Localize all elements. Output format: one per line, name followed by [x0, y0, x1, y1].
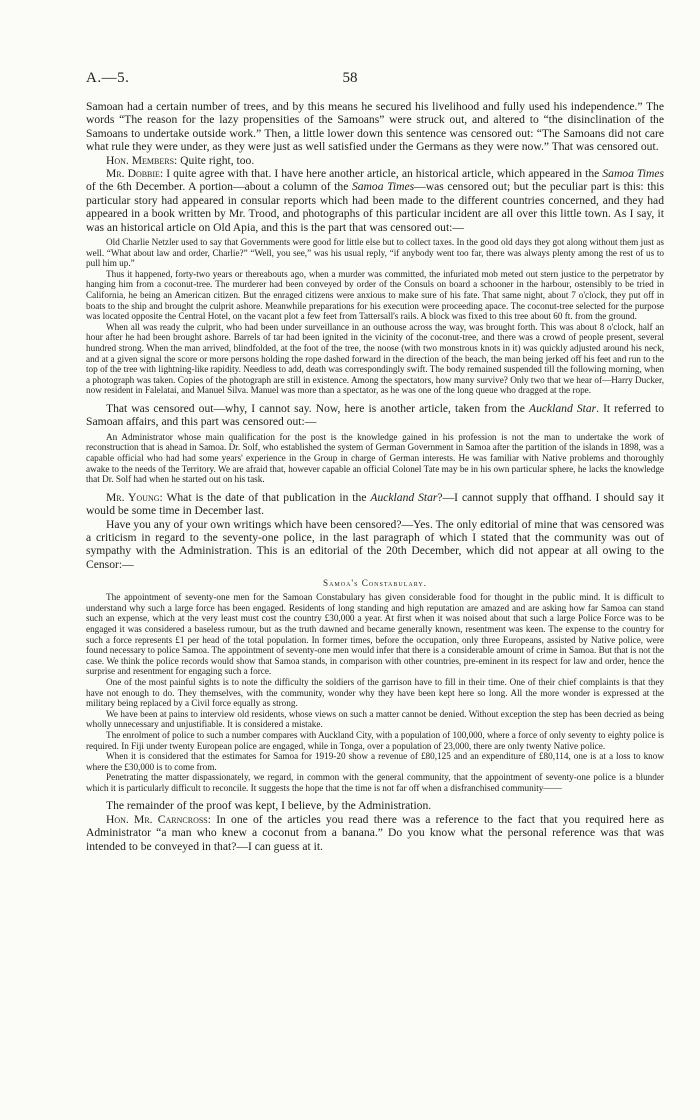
- quoted-editorial-constabulary: [86, 592, 664, 793]
- newspaper-title: Samoa Times: [602, 167, 664, 181]
- quote-paragraph: Old Charlie Netzler used to say that Governments were good for little else but to collect taxes. In the good old days they got along without them just as well. “What about law and order, Charlie?” “Well, you see,” was his usual reply, “if anybody went too far, there was always plenty among the rest of us to pull him up.”: [86, 237, 664, 269]
- speaker-name: Hon. Mr. Carncross: [106, 812, 208, 826]
- quote-paragraph: We have been at pains to interview old residents, whose views on such a matter cannot be denied. Without exception the step has been decried as being wholly unnecessary and unjustifiable. It is considered a mistake.: [86, 708, 664, 730]
- document-reference: A.—5.: [86, 70, 130, 86]
- speaker-name: Mr. Young: [106, 490, 160, 504]
- quote-paragraph: An Administrator whose main qualification for the post is the knowledge gained in his profession is not the man to undertake the work of reconstruction that is ahead in Samoa. Dr. Solf, who established the system of German Government in Samoa after the partition of the islands in 1898, was a capable official who had had some years' experience in the Group in charge of German interests. He was familiar with Native problems and thoroughly awake to the needs of the Territory. We are afraid that, however capable an official Colonel Tate may be in his own particular sphere, he lacks the knowledge that Dr. Solf had when he started out on his task.: [86, 431, 664, 485]
- speaker-name: Hon. Members: [106, 153, 175, 167]
- carncross-question: Hon. Mr. Carncross: In one of the articles you read there was a reference to the fact that you required here as Administrator “a man who knew a coconut from a banana.” Do you know what the personal reference was that was intended to be conveyed in that?—I can guess at it.: [86, 812, 665, 853]
- section-heading: Samoa's Constabulary.: [322, 578, 427, 589]
- writings-answer: Have you any of your own writings which have been censored?—Yes. The only editorial of mine that was censored was a criticism in regard to the seventy-one police, in the last paragraph of which I stated that the community was out of sympathy with the Administration. This is an editorial of the 20th December, which did not appear at all owing to the Censor:—: [86, 517, 664, 571]
- speaker-name: Mr. Dobbie: [106, 167, 160, 181]
- newspaper-title: Auckland Star: [528, 401, 597, 415]
- quoted-article-auckland-star: [86, 432, 664, 485]
- newspaper-title: Samoa Times: [351, 180, 415, 194]
- remainder-statement: The remainder of the proof was kept, I believe, by the Administration.: [106, 799, 432, 813]
- quote-paragraph: When all was ready the culprit, who had been under surveillance in an outhouse across the way, was brought forth. This was about 8 o'clock, half an hour after he had been brought ashore. Barrels of tar had been ignited in the vicinity of the coconut-tree, and there was a crowd of people present, several hundred strong. When the man arrived, blindfolded, at the foot of the tree, the noose (with two monstrous knots in it) was quickly adjusted around his neck, and at a given signal the score or more persons holding the rope dashed forward in the direction of the beach, the man being jerked off his feet and run to the top of the tree with lightning-like rapidity. Needless to add, death was correspondingly swift. The body remained suspended till the following morning, when a photograph was taken. Copies of the photograph are still in existence. Among the spectators, how many survive? Only two that we hear of—Harry Ducker, now resident in Falelatai, and Manuel Silva. Manuel was more than a spectator, as he was one of the long queue who dragged at the rope.: [86, 321, 664, 396]
- quoted-article-old-apia: [86, 237, 664, 396]
- dobbie-statement: Mr. Dobbie: I quite agree with that. I have here another article, an historical article, which appeared in the Samoa Times of the 6th December. A portion—about a column of the Samoa Times—was censored out; but the peculiar part is this: this particular story had appeared in consular reports which had been made to the different countries concerned, and they had appeared in a book written by Mr. Trood, and photographs of this particular incident are all over this little town. As I say, it was an historical article on Old Apia, and this is the part that was censored out:—: [86, 167, 664, 234]
- quote-paragraph: One of the most painful sights is to note the difficulty the soldiers of the garrison have to fill in their time. One of their chief complaints is that they have not enough to do. They themselves, with the community, wonder why they have been kept here so long. All the more wonder is expressed at the military being replaced by a Civil force equally as strong.: [86, 676, 664, 709]
- young-question: Mr. Young: What is the date of that publication in the Auckland Star?—I cannot supply that offhand. I should say it would be some time in December last.: [86, 490, 664, 518]
- quote-paragraph: The appointment of seventy-one men for the Samoan Constabulary has given considerable food for thought in the public mind. It is difficult to understand why such a large force has been engaged. Residents of long standing and high reputation are amazed and are asking how far Samoa can stand such an expense, which at the very least must cost the country £30,000 a year. At first when it was noised about that such a large Police Force was to be engaged it was considered a baseless rumour, but as the truth dawned and became generally known, resentment was keen. The expense to the country for such a force represents £1 per head of the total population. In former times, before the occupation, only three Europeans, assisted by Native police, were found necessary to police Samoa. The appointment of seventy-one men would infer that there is a considerable amount of crime in Samoa. But that is not the case. We think the police records would show that Samoa stands, in comparison with other countries, pre-eminent in its respect for law and order, hence the surprise and resentment for engaging such a force.: [86, 592, 664, 677]
- members-remark: Hon. Members: Quite right, too.: [106, 153, 255, 167]
- censored-statement: That was censored out—why, I cannot say. Now, here is another article, taken from the Auckland Star. It referred to Samoan affairs, and this part was censored out:—: [86, 401, 664, 429]
- quote-paragraph: Thus it happened, forty-two years or thereabouts ago, when a murder was committed, the infuriated mob meted out stern justice to the perpetrator by hanging him from a coconut-tree. The murderer had been conveyed by order of the Consuls on board a schooner in the harbour, ostensibly to be tried in California, he being an American citizen. But the enraged citizens were anxious to make sure of his fate. That same night, about 7 o'clock, they put off in boats to the ship and brought the culprit ashore. Meanwhile preparations for his execution were proceeding apace. The coconut-tree selected for the purpose was located opposite the Central Hotel, on the vacant plot a few feet from Tattersall's rails. A block was fixed to this tree about 60 ft. from the ground.: [86, 268, 664, 322]
- newspaper-title: Auckland Star: [370, 490, 438, 504]
- paragraph-continuation: Samoan had a certain number of trees, and by this means he secured his livelihood and fully used his independence.” The words “The reason for the lazy propensities of the Samoans” were struck out, and altered to “the disinclination of the Samoans to undertake outside work.” Then, a little lower down this sentence was censored out: “The Samoans did not care what rule they were under, as they were just as well satisfied under the Germans as they were now.” That was censored out.: [86, 100, 664, 154]
- page-number: 58: [342, 70, 358, 86]
- quote-paragraph: The enrolment of police to such a number compares with Auckland City, with a population of 100,000, where a force of only seventy to eighty police is required. In Fiji under twenty European police are engaged, while in Tonga, over a population of 23,000, there are only twenty Native police.: [86, 729, 664, 751]
- quote-paragraph: When it is considered that the estimates for Samoa for 1919-20 show a revenue of £80,125 and an expenditure of £80,114, one is at a loss to know where the £30,000 is to come from.: [86, 751, 664, 772]
- page-content: [86, 100, 664, 853]
- quote-paragraph: Penetrating the matter dispassionately, we regard, in common with the general community, that the appointment of seventy-one police is a blunder which it is particularly difficult to reconcile. It suggests the hope that the time is not far off when a disfranchised community——: [86, 772, 664, 793]
